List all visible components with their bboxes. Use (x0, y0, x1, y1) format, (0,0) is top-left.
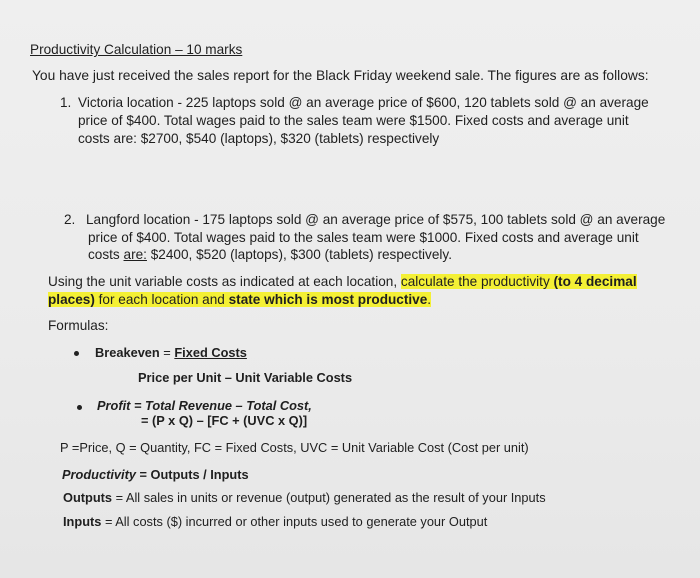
item1-line2: price of $400. Total wages paid to the sales team were $1500. Fixed costs and average unit (78, 113, 629, 128)
profit-formula-line1 (97, 398, 312, 414)
outputs-definition (63, 490, 546, 506)
item2-line3 (88, 247, 452, 263)
task-highlight-period: . (427, 292, 432, 307)
list-number-2: 2. (64, 212, 76, 227)
task-line1 (48, 274, 637, 290)
task-highlight-decimals: (to 4 decimal (553, 274, 637, 289)
task-line2 (48, 292, 431, 308)
profit-label: Profit (97, 398, 131, 413)
item1-line1: Victoria location - 225 laptops sold @ an average price of $600, 120 tablets sold @ an average (78, 95, 649, 110)
item2-line1: Langford location - 175 laptops sold @ an average price of $575, 100 tablets sold @ an average (86, 212, 666, 227)
formulas-label: Formulas: (48, 318, 109, 333)
breakeven-denominator: Price per Unit – Unit Variable Costs (138, 370, 353, 385)
item2-line3-a: costs (88, 247, 124, 262)
productivity-text: = Outputs / Inputs (135, 467, 249, 482)
breakeven-numerator: Fixed Costs (174, 345, 247, 360)
document-title: Productivity Calculation – 10 marks (30, 42, 243, 57)
variable-legend: P =Price, Q = Quantity, FC = Fixed Costs, UVC = Unit Variable Cost (Cost per unit) (60, 440, 529, 455)
inputs-definition (63, 514, 487, 530)
task-highlight-each-location: for each location and (94, 292, 229, 307)
inputs-label: Inputs (63, 514, 102, 529)
item2-line2: price of $400. Total wages paid to the sales team were $1000. Fixed costs and average unit (88, 230, 639, 245)
productivity-definition (62, 467, 249, 483)
task-highlight-calculate: calculate the productivity (400, 274, 554, 289)
task-text-1: Using the unit variable costs as indicated at each location, (48, 274, 401, 289)
profit-formula-line2: = (P x Q) – [FC + (UVC x Q)] (141, 413, 308, 428)
list-number-1: 1. (60, 95, 72, 110)
task-highlight-places: places) (48, 292, 95, 307)
bullet-breakeven (74, 351, 79, 356)
breakeven-equals: = (159, 345, 175, 360)
outputs-label: Outputs (63, 490, 113, 505)
outputs-text: = All sales in units or revenue (output) generated as the result of your Inputs (112, 490, 546, 505)
item2-line3-are: are: (123, 247, 147, 262)
intro-paragraph: You have just received the sales report for the Black Friday weekend sale. The figures are as follows: (32, 68, 649, 83)
bullet-profit (77, 405, 82, 410)
item2-line3-c: $2400, $520 (laptops), $300 (tablets) respectively. (146, 247, 452, 262)
task-highlight-state: state which is most productive (228, 292, 428, 307)
breakeven-label: Breakeven (95, 345, 160, 360)
profit-line1: = Total Revenue – Total Cost, (130, 398, 312, 413)
item1-line3: costs are: $2700, $540 (laptops), $320 (tablets) respectively (78, 131, 440, 146)
breakeven-formula (95, 345, 247, 361)
inputs-text: = All costs ($) incurred or other inputs used to generate your Output (101, 514, 488, 529)
productivity-label: Productivity (62, 467, 136, 482)
